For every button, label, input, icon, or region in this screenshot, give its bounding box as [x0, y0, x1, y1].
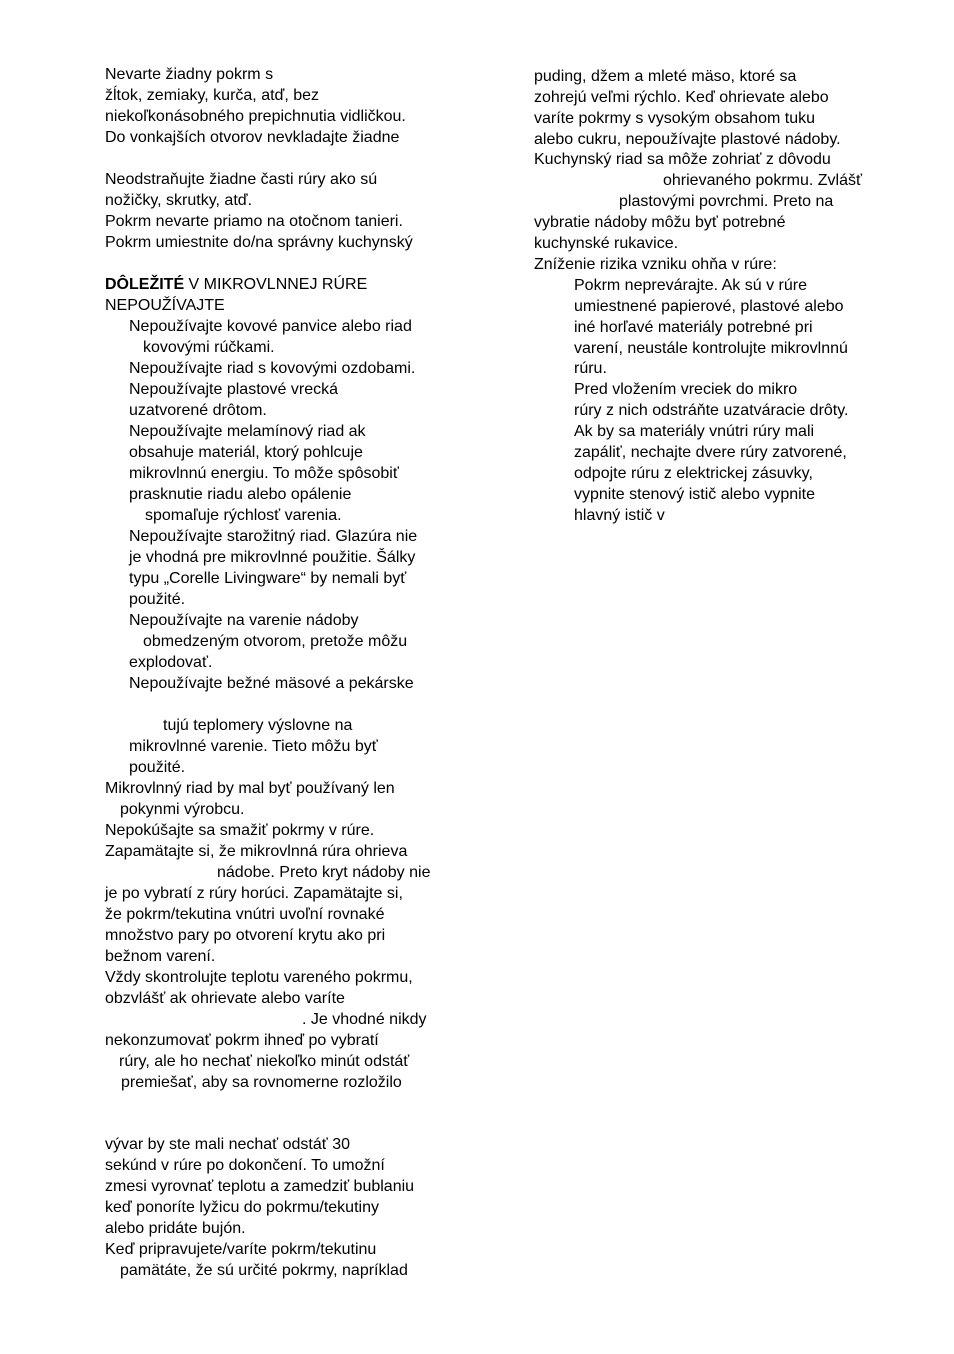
text-line: niekoľkonásobného prepichnutia vidličkou.: [105, 108, 406, 125]
text-line: ohrievaného pokrmu. Zvlášť: [663, 172, 862, 189]
text-line: explodovať.: [129, 654, 213, 671]
text-line: Ak by sa materiály vnútri rúry mali: [574, 423, 815, 440]
text-line: rúry, ale ho nechať niekoľko minút odstáť: [119, 1053, 410, 1070]
text-line: obsahuje materiál, ktorý pohlcuje: [129, 444, 363, 461]
text-line: premiešať, aby sa rovnomerne rozložilo: [121, 1074, 402, 1091]
text-line: varíte pokrmy s vysokým obsahom tuku: [534, 110, 815, 127]
text-line: rúry z nich odstráňte uzatváracie drôty.: [574, 402, 849, 419]
text-line: Nepoužívajte kovové panvice alebo riad: [129, 318, 412, 335]
text-line: Nepoužívajte starožitný riad. Glazúra nie: [129, 528, 418, 545]
text-line: Kuchynský riad sa môže zohriať z dôvodu: [534, 151, 831, 168]
text-line: Nepoužívajte plastové vrecká: [129, 381, 338, 398]
text-line: pamätáte, že sú určité pokrmy, napríklad: [120, 1262, 408, 1279]
text-line: Keď pripravujete/varíte pokrm/tekutinu: [105, 1241, 377, 1258]
text-line: sekúnd v rúre po dokončení. To umožní: [105, 1157, 385, 1174]
text-line: Zníženie rizika vzniku ohňa v rúre:: [534, 256, 777, 273]
text-line: hlavný istič v: [574, 507, 665, 524]
text-line: Do vonkajších otvorov nevkladajte žiadne: [105, 129, 400, 146]
text-line: množstvo pary po otvorení krytu ako pri: [105, 927, 386, 944]
text-line: zohrejú veľmi rýchlo. Keď ohrievate alebo: [534, 89, 829, 106]
text-line: varení, neustále kontrolujte mikrovlnnú: [574, 340, 848, 357]
text-line: prasknutie riadu alebo opálenie: [129, 486, 352, 503]
text-line: mikrovlnné varenie. Tieto môžu byť: [129, 738, 378, 755]
text-line: žĺtok, zemiaky, kurča, atď, bez: [105, 87, 320, 104]
text-line: zapáliť, nechajte dvere rúry zatvorené,: [574, 444, 847, 461]
text-line: uzatvorené drôtom.: [129, 402, 267, 419]
text-line: Nepoužívajte na varenie nádoby: [129, 612, 359, 629]
text-line: . Je vhodné nikdy: [302, 1011, 427, 1028]
text-line: Pokrm nevarte priamo na otočnom tanieri.: [105, 213, 403, 230]
text-line: Pokrm umiestnite do/na správny kuchynský: [105, 234, 413, 251]
heading-rest: V MIKROVLNNEJ RÚRE: [184, 276, 368, 293]
text-line: vývar by ste mali nechať odstáť 30: [105, 1136, 351, 1153]
text-line: kovovými rúčkami.: [143, 339, 275, 356]
heading-emphasis: DÔLEŽITÉ: [105, 276, 185, 293]
text-line: puding, džem a mleté mäso, ktoré sa: [534, 68, 797, 85]
text-line: Nepoužívajte riad s kovovými ozdobami.: [129, 360, 416, 377]
text-line: Pred vložením vreciek do mikro: [574, 381, 798, 398]
text-line: nožičky, skrutky, atď.: [105, 192, 253, 209]
text-line: umiestnené papierové, plastové alebo: [574, 298, 844, 315]
text-line: Zapamätajte si, že mikrovlnná rúra ohrieva: [105, 843, 408, 860]
text-line: mikrovlnnú energiu. To môže spôsobiť: [129, 465, 399, 482]
text-line: nekonzumovať pokrm ihneď po vybratí: [105, 1032, 379, 1049]
text-line: Nepoužívajte melamínový riad ak: [129, 423, 366, 440]
text-line: iné horľavé materiály potrebné pri: [574, 319, 813, 336]
section-heading: NEPOUŽÍVAJTE: [105, 297, 225, 314]
text-line: že pokrm/tekutina vnútri uvoľní rovnaké: [105, 906, 385, 923]
text-line: zmesi vyrovnať teplotu a zamedziť bublaniu: [105, 1178, 415, 1195]
text-line: plastovými povrchmi. Preto na: [619, 193, 834, 210]
text-line: Pokrm neprevárajte. Ak sú v rúre: [574, 277, 807, 294]
text-line: pokynmi výrobcu.: [120, 801, 245, 818]
text-line: vypnite stenový istič alebo vypnite: [574, 486, 816, 503]
text-line: Nepoužívajte bežné mäsové a pekárske: [129, 675, 414, 692]
text-line: Neodstraňujte žiadne časti rúry ako sú: [105, 171, 378, 188]
text-line: obzvlášť ak ohrievate alebo varíte: [105, 990, 345, 1007]
text-line: rúru.: [574, 360, 607, 377]
text-line: alebo pridáte bujón.: [105, 1220, 246, 1237]
text-line: Nepokúšajte sa smažiť pokrmy v rúre.: [105, 822, 375, 839]
text-line: kuchynské rukavice.: [534, 235, 679, 252]
text-line: použité.: [129, 759, 186, 776]
text-line: použité.: [129, 591, 186, 608]
text-line: odpojte rúru z elektrickej zásuvky,: [574, 465, 813, 482]
text-line: vybratie nádoby môžu byť potrebné: [534, 214, 786, 231]
text-line: nádobe. Preto kryt nádoby nie: [217, 864, 431, 881]
text-line: Vždy skontrolujte teplotu vareného pokrmu,: [105, 969, 413, 986]
text-line: Nevarte žiadny pokrm s: [105, 66, 274, 83]
text-line: keď ponoríte lyžicu do pokrmu/tekutiny: [105, 1199, 379, 1216]
text-line: je vhodná pre mikrovlnné použitie. Šálky: [129, 549, 416, 566]
text-line: Mikrovlnný riad by mal byť používaný len: [105, 780, 395, 797]
section-heading: [105, 274, 367, 295]
text-line: tujú teplomery výslovne na: [163, 717, 353, 734]
text-line: je po vybratí z rúry horúci. Zapamätajte si,: [105, 885, 403, 902]
text-line: typu „Corelle Livingware“ by nemali byť: [129, 570, 407, 587]
text-line: spomaľuje rýchlosť varenia.: [145, 507, 342, 524]
text-line: bežnom varení.: [105, 948, 216, 965]
text-line: obmedzeným otvorom, pretože môžu: [143, 633, 408, 650]
text-line: alebo cukru, nepoužívajte plastové nádoby.: [534, 131, 841, 148]
